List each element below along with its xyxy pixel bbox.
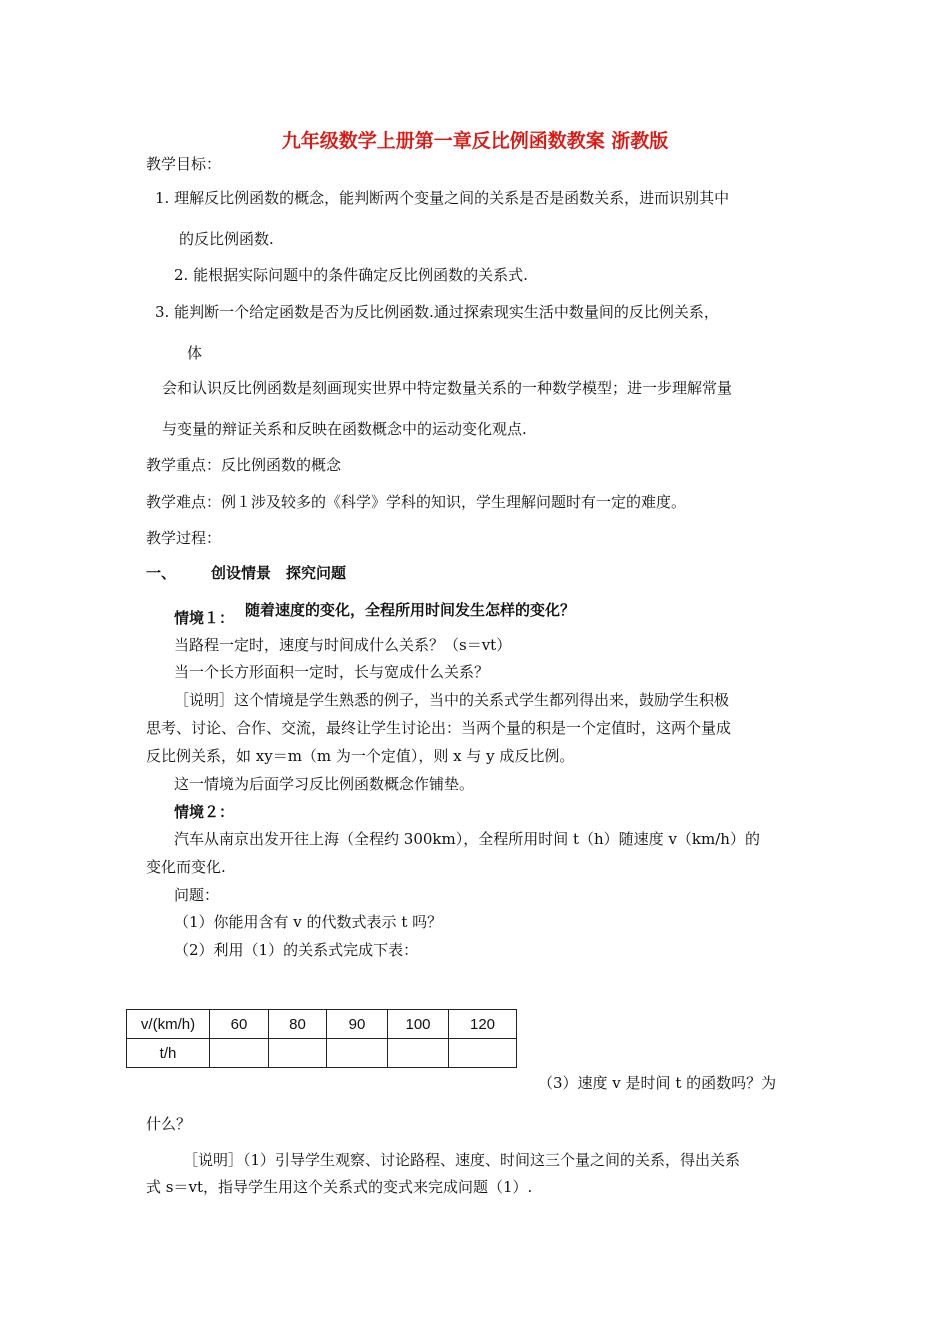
goal-3-line-3: 会和认识反比例函数是刻画现实世界中特定数量关系的一种数学模型；进一步理解常量 bbox=[162, 379, 733, 397]
table-row bbox=[127, 1010, 517, 1039]
goal-3-line-1: 3. 能判断一个给定函数是否为反比例函数.通过探索现实生活中数量间的反比例关系， bbox=[155, 303, 719, 321]
table-header-cell: v/(km/h) bbox=[127, 1010, 210, 1039]
table-cell bbox=[388, 1039, 449, 1068]
table-cell: 100 bbox=[388, 1010, 449, 1039]
key-point: 教学重点：反比例函数的概念 bbox=[146, 456, 342, 474]
section-1-number: 一、 bbox=[146, 564, 177, 582]
goal-1-line-2: 的反比例函数. bbox=[179, 230, 274, 248]
table-cell: 80 bbox=[269, 1010, 327, 1039]
scenario-1-label: 情境１： bbox=[174, 609, 235, 627]
note-2-line-2: 式 s＝vt，指导学生用这个关系式的变式来完成问题（1）. bbox=[146, 1178, 533, 1196]
goal-1-line-1: 1. 理解反比例函数的概念，能判断两个变量之间的关系是否是函数关系，进而识别其中 bbox=[155, 189, 730, 207]
question-3-line-1: （3）速度 v 是时间 t 的函数吗？为 bbox=[538, 1074, 777, 1092]
table-header-cell: t/h bbox=[127, 1039, 210, 1068]
table-cell: 120 bbox=[449, 1010, 517, 1039]
scenario-2-line-2: 变化而变化. bbox=[146, 858, 226, 876]
scenario-1-title: 随着速度的变化，全程所用时间发生怎样的变化？ bbox=[245, 601, 576, 619]
question-2: （2）利用（1）的关系式完成下表： bbox=[174, 941, 419, 959]
goals-heading: 教学目标： bbox=[146, 155, 222, 173]
goal-2: 2. 能根据实际问题中的条件确定反比例函数的关系式. bbox=[174, 266, 528, 284]
speed-time-table bbox=[126, 1009, 517, 1068]
scenario-1-question-2: 当一个长方形面积一定时，长与宽成什么关系？ bbox=[174, 663, 490, 681]
goal-3-line-4: 与变量的辩证关系和反映在函数概念中的运动变化观点. bbox=[162, 420, 527, 438]
scenario-1-note-line-4: 这一情境为后面学习反比例函数概念作铺垫。 bbox=[174, 775, 475, 793]
scenario-1-note-line-1: ［说明］这个情境是学生熟悉的例子，当中的关系式学生都列得出来，鼓励学生积极 bbox=[174, 691, 730, 709]
scenario-1-question-1: 当路程一定时，速度与时间成什么关系？（s＝vt） bbox=[174, 636, 512, 654]
note-2-line-1: ［说明］（1）引导学生观察、讨论路程、速度、时间这三个量之间的关系，得出关系 bbox=[183, 1151, 741, 1169]
difficulty: 教学难点：例１涉及较多的《科学》学科的知识，学生理解问题时有一定的难度。 bbox=[146, 493, 687, 511]
goal-3-line-2: 体 bbox=[187, 344, 203, 362]
question-3-line-2: 什么？ bbox=[146, 1115, 192, 1133]
table-row bbox=[127, 1039, 517, 1068]
table-cell: 60 bbox=[210, 1010, 269, 1039]
table-cell bbox=[210, 1039, 269, 1068]
page-title: 九年级数学上册第一章反比例函数教案 浙教版 bbox=[281, 130, 669, 152]
table-cell bbox=[269, 1039, 327, 1068]
section-1-title: 创设情景 探究问题 bbox=[211, 564, 347, 582]
scenario-1-note-line-3: 反比例关系，如 xy＝m（m 为一个定值），则 x 与 y 成反比例。 bbox=[146, 747, 575, 765]
table-cell: 90 bbox=[327, 1010, 388, 1039]
scenario-2-line-1: 汽车从南京出发开往上海（全程约 300km），全程所用时间 t（h）随速度 v（km/h）的 bbox=[174, 830, 760, 848]
question-1: （1）你能用含有 v 的代数式表示 t 吗？ bbox=[174, 913, 443, 931]
process-heading: 教学过程： bbox=[146, 529, 222, 547]
table-cell bbox=[327, 1039, 388, 1068]
table-cell bbox=[449, 1039, 517, 1068]
questions-label: 问题： bbox=[174, 886, 220, 904]
scenario-2-label: 情境２： bbox=[174, 803, 235, 821]
scenario-1-note-line-2: 思考、讨论、合作、交流，最终让学生讨论出：当两个量的积是一个定值时，这两个量成 bbox=[146, 719, 732, 737]
